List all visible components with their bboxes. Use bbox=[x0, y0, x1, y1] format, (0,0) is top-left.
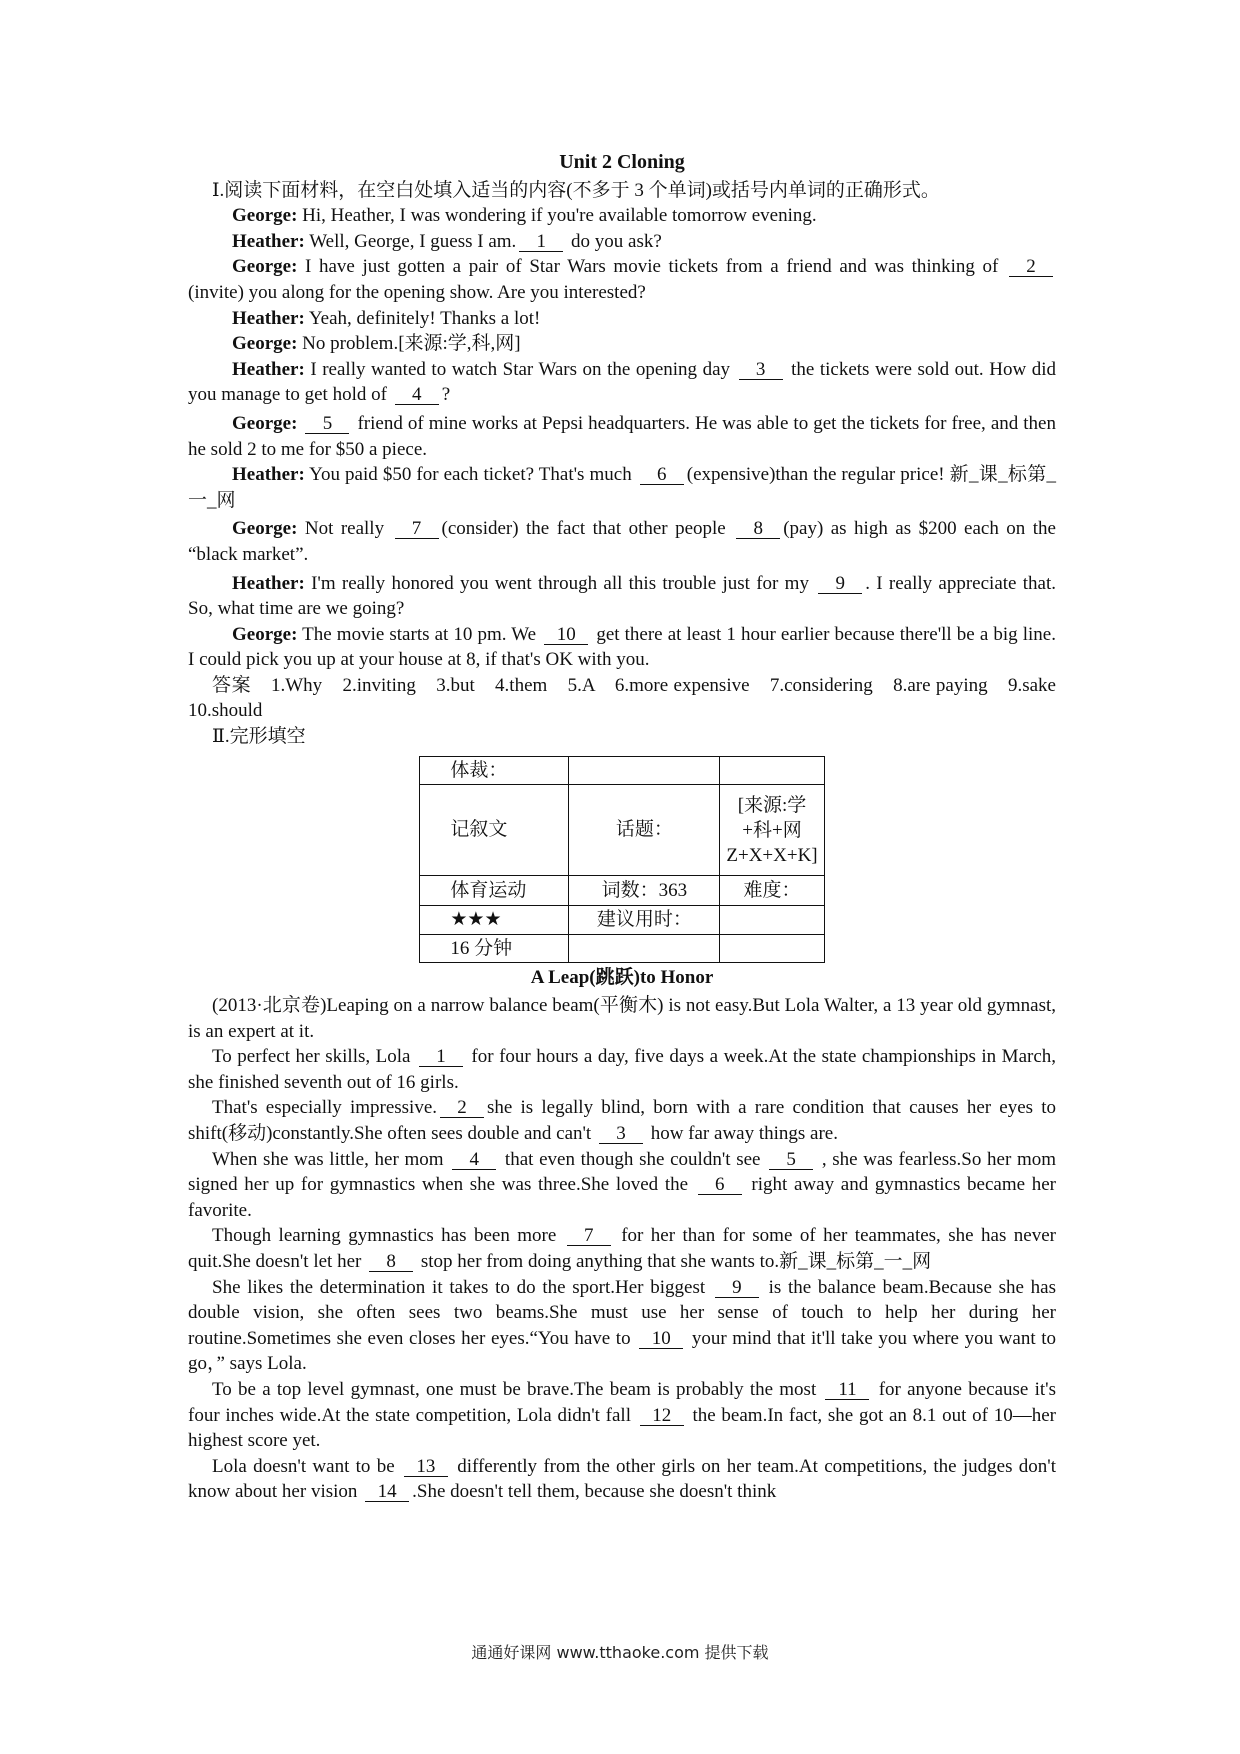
text-run: for anyone because it's four inches wide.At the state competition, Lola didn't fall bbox=[188, 1378, 1056, 1426]
dialogue-line bbox=[188, 203, 1056, 229]
text-run: Yeah, definitely! Thanks a lot! bbox=[304, 307, 541, 329]
dialogue-line bbox=[188, 462, 1056, 513]
table-cell: ★★★ bbox=[420, 906, 569, 935]
speaker-name: Heather: bbox=[232, 464, 305, 486]
text-run: Hi, Heather, I was wondering if you're available tomorrow evening. bbox=[297, 205, 817, 227]
speaker-name: George: bbox=[232, 256, 298, 278]
table-cell bbox=[720, 934, 824, 963]
cloze-blank-12: 12 bbox=[640, 1406, 684, 1426]
page-title: Unit 2 Cloning bbox=[559, 151, 685, 173]
passage-paragraph bbox=[188, 1095, 1056, 1146]
cloze-blank-13: 13 bbox=[404, 1457, 448, 1477]
cloze-blank-3: 3 bbox=[599, 1124, 643, 1144]
text-run: (pay) as high as $200 each on the “black market”. bbox=[188, 518, 1056, 565]
text-run: for her than for some of her teammates, she has never quit.She doesn't let her bbox=[188, 1225, 1056, 1272]
cloze-blank-10: 10 bbox=[639, 1329, 683, 1349]
blank-7: 7 bbox=[395, 519, 439, 539]
table-cell: 难度： bbox=[720, 876, 824, 906]
text-run: get there at least 1 hour earlier because there'll be a big line. I could pick you up at your house at 8, if that's OK with you. bbox=[188, 623, 1056, 671]
speaker-name: George: bbox=[232, 205, 298, 227]
text-run: The movie starts at 10 pm. We bbox=[297, 623, 542, 645]
text-run: for four hours a day, five days a week.At the state championships in March, she finished seventh out of 16 girls. bbox=[188, 1046, 1057, 1093]
text-run: Though learning gymnastics has been more bbox=[212, 1225, 564, 1247]
document-body bbox=[188, 150, 1076, 1505]
table-cell bbox=[720, 906, 824, 935]
cloze-blank-11: 11 bbox=[825, 1380, 869, 1400]
text-run: is the balance beam.Because she has double vision, she often sees two beams.She must use her sense of touch to help her during her routine.Sometimes she even closes her eyes.“You have to bbox=[188, 1276, 1056, 1349]
passage-paragraph bbox=[188, 1147, 1056, 1224]
cloze-blank-5: 5 bbox=[769, 1150, 813, 1170]
passage-paragraph bbox=[188, 993, 1056, 1044]
text-run: right away and gymnastics became her favorite. bbox=[188, 1174, 1057, 1221]
dialogue-line bbox=[188, 411, 1056, 462]
table-cell: 话题： bbox=[569, 785, 720, 876]
answer-key: 答案 1.Why 2.inviting 3.but 4.them 5.A 6.more expensive 7.considering 8.are paying 9.sake 10.should bbox=[188, 674, 1076, 722]
text-run bbox=[297, 413, 302, 434]
table-cell: 体育运动 bbox=[420, 876, 569, 906]
passage-title: A Leap(跳跃)to Honor bbox=[530, 967, 714, 989]
text-run: I have just gotten a pair of Star Wars movie tickets from a friend and was thinking of bbox=[297, 256, 1006, 278]
text-run: Well, George, I guess I am. bbox=[304, 230, 517, 252]
dialogue-line bbox=[188, 331, 1056, 357]
cloze-blank-9: 9 bbox=[715, 1278, 759, 1298]
dialogue-line bbox=[188, 622, 1056, 673]
cloze-blank-1: 1 bbox=[419, 1047, 463, 1067]
page-footer: 通通好课网 www.tthaoke.com 提供下载 bbox=[471, 1643, 769, 1662]
passage-paragraph bbox=[188, 1377, 1056, 1454]
speaker-name: George: bbox=[232, 623, 298, 645]
cloze-blank-4: 4 bbox=[452, 1150, 496, 1170]
speaker-name: Heather: bbox=[232, 230, 305, 252]
passage-paragraph bbox=[188, 1223, 1056, 1274]
text-run: No problem.[来源:学,科,网] bbox=[297, 333, 521, 355]
dialogue-line bbox=[188, 254, 1056, 305]
table-cell: 建议用时： bbox=[569, 906, 720, 935]
speaker-name: Heather: bbox=[232, 572, 305, 594]
speaker-name: Heather: bbox=[232, 358, 305, 380]
speaker-name: George: bbox=[232, 518, 298, 540]
passage-paragraph bbox=[188, 1275, 1056, 1377]
table-cell: [来源:学+科+网Z+X+X+K] bbox=[720, 785, 824, 876]
text-run: ? bbox=[441, 384, 451, 406]
table-cell: 体裁： bbox=[420, 756, 569, 785]
text-run: I'm really honored you went through all this trouble just for my bbox=[304, 572, 816, 594]
text-run: the tickets were sold out. How did you manage to get hold of bbox=[188, 358, 1056, 406]
text-run: differently from the other girls on her team.At competitions, the judges don't know about her vision bbox=[188, 1455, 1056, 1503]
section1-heading: Ⅰ.阅读下面材料，在空白处填入适当的内容(不多于 3 个单词)或括号内单词的正确形式。 bbox=[212, 179, 940, 201]
cloze-blank-2: 2 bbox=[440, 1098, 484, 1118]
text-run: your mind that it'll take you where you want to go，” says Lola. bbox=[188, 1327, 1056, 1375]
text-run: . I really appreciate that. So, what time are we going? bbox=[188, 572, 1056, 620]
text-run: .She doesn't tell them, because she doesn't think bbox=[412, 1481, 777, 1503]
table-cell bbox=[569, 756, 720, 785]
table-cell bbox=[720, 756, 824, 785]
section2-heading: Ⅱ.完形填空 bbox=[212, 726, 306, 748]
table-cell: 记叙文 bbox=[420, 785, 569, 876]
passage-paragraph bbox=[188, 1454, 1056, 1505]
blank-10: 10 bbox=[544, 625, 588, 645]
text-run: Lola doesn't want to be bbox=[212, 1455, 401, 1477]
cloze-blank-6: 6 bbox=[698, 1175, 742, 1195]
dialogue-line bbox=[188, 571, 1056, 622]
blank-3: 3 bbox=[739, 360, 783, 380]
text-run: She likes the determination it takes to do the sport.Her biggest bbox=[212, 1276, 712, 1298]
text-run: (invite) you along for the opening show. Are you interested? bbox=[188, 281, 646, 303]
dialogue-line bbox=[188, 306, 1056, 332]
text-run: (expensive)than the regular price! 新_课_标第_一_网 bbox=[188, 464, 1056, 511]
blank-5: 5 bbox=[305, 414, 349, 434]
text-run: she is legally blind, born with a rare condition that causes her eyes to shift(移动)constantly.She often sees double and can't bbox=[188, 1097, 1056, 1144]
table-cell bbox=[569, 934, 720, 963]
blank-9: 9 bbox=[818, 574, 862, 594]
blank-6: 6 bbox=[640, 465, 684, 485]
text-run: Not really bbox=[297, 518, 392, 540]
cloze-blank-7: 7 bbox=[567, 1226, 611, 1246]
speaker-name: George: bbox=[232, 412, 298, 434]
table-cell: 词数：363 bbox=[569, 876, 720, 906]
dialogue-line bbox=[188, 229, 1056, 255]
blank-4: 4 bbox=[395, 385, 439, 405]
text-run: When she was little, her mom bbox=[212, 1148, 450, 1170]
text-run: that even though she couldn't see bbox=[499, 1148, 767, 1170]
blank-8: 8 bbox=[736, 519, 780, 539]
cloze-blank-8: 8 bbox=[369, 1252, 413, 1272]
text-run: how far away things are. bbox=[645, 1123, 838, 1144]
text-run: (consider) the fact that other people bbox=[441, 518, 734, 540]
blank-1: 1 bbox=[519, 232, 563, 252]
speaker-name: George: bbox=[232, 333, 298, 355]
text-run: , she was fearless.So her mom signed her up for gymnastics when she was three.She loved the bbox=[188, 1148, 1057, 1196]
speaker-name: Heather: bbox=[232, 307, 305, 329]
text-run: the beam.In fact, she got an 8.1 out of 10—her highest score yet. bbox=[188, 1404, 1056, 1452]
text-run: friend of mine works at Pepsi headquarters. He was able to get the tickets for free, and then he sold 2 to me for $50 a piece. bbox=[188, 412, 1056, 460]
cloze-blank-14: 14 bbox=[365, 1482, 409, 1502]
blank-2: 2 bbox=[1009, 257, 1053, 277]
text-run: (2013·北京卷)Leaping on a narrow balance beam(平衡木) is not easy.But Lola Walter, a 13 year old gymnast, is an expert at it. bbox=[188, 995, 1056, 1042]
dialogue-line bbox=[188, 357, 1056, 408]
table-cell: 16 分钟 bbox=[420, 934, 569, 963]
text-run: do you ask? bbox=[566, 230, 662, 252]
text-run: You paid $50 for each ticket? That's much bbox=[304, 464, 637, 486]
text-run: To be a top level gymnast, one must be brave.The beam is probably the most bbox=[212, 1378, 823, 1400]
text-run: To perfect her skills, Lola bbox=[212, 1046, 416, 1068]
dialogue-line bbox=[188, 516, 1056, 567]
passage-paragraph bbox=[188, 1044, 1056, 1095]
text-run: That's especially impressive. bbox=[212, 1097, 438, 1119]
text-run: I really wanted to watch Star Wars on the opening day bbox=[304, 358, 736, 380]
text-run: stop her from doing anything that she wants to.新_课_标第_一_网 bbox=[416, 1250, 932, 1272]
passage-info-table bbox=[419, 756, 824, 964]
